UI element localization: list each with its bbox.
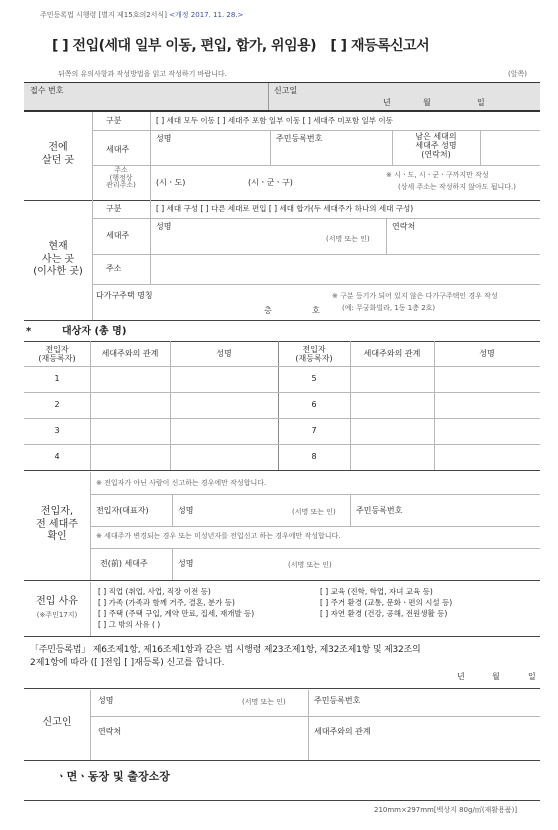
reason-section-sub: (※주민17지) bbox=[36, 611, 78, 619]
reason-other[interactable]: [ ] 그 밖의 사유 ( ) bbox=[98, 620, 161, 629]
confirm-note-2: ※ 세대주가 변경되는 경우 또는 미성년자를 전입신고 하는 경우에만 작성합니다. bbox=[96, 532, 341, 540]
prev-address-note: ※ 시ㆍ도, 시ㆍ군ㆍ구까지만 작성 bbox=[386, 171, 489, 179]
declaration-line-1: 「주민등록법」 제6조제1항, 제16조제1항과 같은 법 시행령 제23조제1항, 제32조제1항 및 제32조의 bbox=[30, 645, 421, 655]
remaining-head-label: 남은 세대의 세대주 성명 (연락처) bbox=[415, 132, 457, 160]
form-page: 주민등록법 시행령 [별지 제15호의2서식] <개정 2017. 11. 28.> [ ] 전입(세대 일부 이동, 편입, 합가, 위임용) [ ] 재등록신고서 뒤쪽의 유의사항과 작성방법을 읽고 작성하기 바랍니다. (앞쪽) 접수 번호 신고일 년 월 일 전에 살던 곳 구분 [ ] 세대 모두 이동 [ ] 세대주 포함 일부 이동 [ ] 세대주 미포함 일부 이동 세대주 성명 주민등록번호 남은 세대의 세대주 성명 (연락처) 주소 (행정상 관리주소) (시ㆍ도) (시ㆍ군ㆍ구) ※ 시ㆍ도, 시ㆍ군ㆍ구까지만 작성 (상세 주소는 작성하지 않아도 됩니다.) 현재 사는 곳 (이사한 곳) 구분 [ ] 세대 구성 [ ] 다른 세대로 편입 [ ] 세대 합가(두 세대주가 하나의 세대 구성) 세대주 성명 (서명 또는 인) 연락처 주소 다가구주택 명칭 층 호 ※ 구분 등기가 되어 있지 않은 다가구주택인 경우 작성 (예: 무궁화빌라, 1동 1층 2호) * 대상자 (총 명) 전입자 (재등록자) 세대주와의 관계 성명 전입자 (재등록자) 세대주와의 관계 성명 1 5 2 6 3 7 4 8 전입자, 전 세대주 확인 ※ 전입자가 아닌 사람이 신고하는 경우에만 작성합니다. 전입자(대표자) 성명 (서명 또는 인) 주민등록번호 ※ 세대주가 변경되는 경우 또는 미성년자를 전입신고 하는 경우에만 작성합니다. 전(前) 세대주 성명 (서명 또는 인) 전입 사유 (※주민17지) [ ] 직업 (취업, 사업, 직장 이전 등) [ ] 가족 (가족과 함께 거주, 결혼, 분가 등) [ ] 주택 (주택 구입, 계약 만료, 집세, 재개발 등) [ ] 그 밖의 사유 ( ) [ ] 교육 (진학, 학업, 자녀 교육 등) [ ] 주거 환경 (교통, 문화ㆍ편의 시설 등) [ ] 자연 환경 (건강, 공해, 전원생활 등) 「주민등록법」 제6조제1항, 제16조제1항과 같은 법 시행령 제23조제1항, 제32조제1항 및 제32조의 2제1항에 따라 ([ ]전입 [ ]재등록) 신고를 합니다. 년 월 일 신고인 성명 (서명 또는 인) 주민등록번호 연락처 세대주와의 관계 ㆍ면ㆍ동장 및 출장소장 210mm×297mm[백상지 80g/㎡(재활용품)] bbox=[0, 0, 558, 830]
rep-sign-hint: (서명 또는 인) bbox=[292, 508, 336, 516]
cur-head-label: 세대주 bbox=[106, 231, 130, 240]
reason-family[interactable]: [ ] 가족 (가족과 함께 거주, 결혼, 분가 등) bbox=[98, 598, 235, 607]
movers-section-title: 대상자 (총 명) bbox=[62, 326, 127, 337]
rep-rrn-label: 주민등록번호 bbox=[356, 506, 403, 515]
prev-name-label: 성명 bbox=[156, 134, 172, 143]
mover-row-number: 4 bbox=[54, 452, 60, 461]
prev-type-label: 구분 bbox=[106, 116, 122, 125]
declaration-line-2: 2제1항에 따라 ([ ]전입 [ ]재등록) 신고를 합니다. bbox=[30, 658, 225, 668]
mover-row-number: 1 bbox=[54, 374, 60, 383]
mover-row-number: 5 bbox=[311, 374, 317, 383]
prev-address-label: 주소 (행정상 관리주소) bbox=[106, 166, 136, 190]
reason-job[interactable]: [ ] 직업 (취업, 사업, 직장 이전 등) bbox=[98, 587, 211, 596]
paper-spec: 210mm×297mm[백상지 80g/㎡(재활용품)] bbox=[374, 806, 518, 814]
reporter-section: 신고인 bbox=[42, 717, 72, 728]
form-reference: 주민등록법 시행령 [별지 제15호의2서식] <개정 2017. 11. 28.> bbox=[40, 11, 244, 19]
reporter-name-label: 성명 bbox=[98, 696, 114, 705]
confirm-note-1: ※ 전입자가 아닌 사람이 신고하는 경우에만 작성합니다. bbox=[96, 479, 267, 487]
prev-type-options[interactable]: [ ] 세대 모두 이동 [ ] 세대주 포함 일부 이동 [ ] 세대주 미포함 일부 이동 bbox=[156, 116, 393, 125]
cur-name-label: 성명 bbox=[156, 222, 172, 231]
bullet-icon: * bbox=[26, 326, 32, 337]
cur-contact-label: 연락처 bbox=[392, 222, 416, 231]
mover-row-number: 8 bbox=[311, 452, 317, 461]
reporter-contact-label: 연락처 bbox=[98, 727, 122, 736]
prev-address-note-detail: (상세 주소는 작성하지 않아도 됩니다.) bbox=[398, 183, 517, 191]
multi-house-label: 다가구주택 명칭 bbox=[96, 291, 153, 300]
reporter-sign-hint: (서명 또는 인) bbox=[242, 698, 286, 706]
unit-label: 호 bbox=[312, 306, 320, 315]
mover-row-number: 3 bbox=[54, 426, 60, 435]
col-mover-right: 전입자 (재등록자) bbox=[295, 345, 333, 364]
mover-row-number: 6 bbox=[311, 400, 317, 409]
rep-name-label: 성명 bbox=[178, 506, 194, 515]
prev-head-sign-hint: (서명 또는 인) bbox=[288, 561, 332, 569]
title-transfer: [ ] 전입(세대 일부 이동, 편입, 합가, 위임용) bbox=[52, 38, 317, 54]
cur-address-label: 주소 bbox=[106, 264, 122, 273]
office-title: ㆍ면ㆍ동장 및 출장소장 bbox=[56, 770, 170, 783]
title-reregistration: [ ] 재등록신고서 bbox=[330, 38, 430, 54]
cur-type-label: 구분 bbox=[106, 204, 122, 213]
cur-sign-hint: (서명 또는 인) bbox=[326, 235, 370, 243]
col-relation-right: 세대주와의 관계 bbox=[363, 349, 421, 358]
current-address-section: 현재 사는 곳 (이사한 곳) bbox=[33, 241, 83, 277]
rep-label: 전입자(대표자) bbox=[96, 506, 149, 515]
reason-natural-env[interactable]: [ ] 자연 환경 (건강, 공해, 전원생활 등) bbox=[320, 609, 448, 618]
revision-note: <개정 2017. 11. 28.> bbox=[169, 11, 244, 19]
confirmation-section: 전입자, 전 세대주 확인 bbox=[36, 506, 78, 542]
reporter-rrn-label: 주민등록번호 bbox=[314, 696, 361, 705]
prev-sido: (시ㆍ도) bbox=[156, 178, 186, 187]
reason-education[interactable]: [ ] 교육 (진학, 학업, 자녀 교육 등) bbox=[320, 587, 433, 596]
floor-label: 층 bbox=[264, 306, 272, 315]
col-relation-left: 세대주와의 관계 bbox=[101, 349, 159, 358]
col-name-left: 성명 bbox=[216, 349, 232, 358]
instruction-text: 뒤쪽의 유의사항과 작성방법을 읽고 작성하기 바랍니다. bbox=[58, 70, 227, 78]
cur-type-options[interactable]: [ ] 세대 구성 [ ] 다른 세대로 편입 [ ] 세대 합가(두 세대주가 하나의 세대 구성) bbox=[156, 204, 414, 213]
col-mover-left: 전입자 (재등록자) bbox=[38, 345, 76, 364]
multi-house-example: (예: 무궁화빌라, 1동 1층 2호) bbox=[342, 304, 436, 312]
mover-row-number: 7 bbox=[311, 426, 317, 435]
prev-head-label: 세대주 bbox=[106, 145, 130, 154]
receipt-number-label: 접수 번호 bbox=[30, 86, 64, 95]
form-title bbox=[52, 39, 429, 53]
prev-rrn-label: 주민등록번호 bbox=[276, 134, 323, 143]
multi-house-note: ※ 구분 등기가 되어 있지 않은 다가구주택인 경우 작성 bbox=[332, 292, 498, 300]
report-date-label: 신고일 bbox=[274, 86, 298, 95]
reporter-relation-label: 세대주와의 관계 bbox=[314, 727, 371, 736]
page-side: (앞쪽) bbox=[508, 70, 527, 78]
prev-head-name-label: 성명 bbox=[178, 559, 194, 568]
reason-section: 전입 사유 bbox=[36, 596, 78, 607]
reason-housing[interactable]: [ ] 주택 (주택 구입, 계약 만료, 집세, 재개발 등) bbox=[98, 609, 255, 618]
mover-row-number: 2 bbox=[54, 400, 60, 409]
prev-address-section: 전에 살던 곳 bbox=[41, 142, 75, 166]
col-name-right: 성명 bbox=[479, 349, 495, 358]
reason-living-env[interactable]: [ ] 주거 환경 (교통, 문화ㆍ편의 시설 등) bbox=[320, 598, 453, 607]
prev-head-label: 전(前) 세대주 bbox=[100, 559, 148, 568]
prev-sigungu: (시ㆍ군ㆍ구) bbox=[248, 178, 293, 187]
